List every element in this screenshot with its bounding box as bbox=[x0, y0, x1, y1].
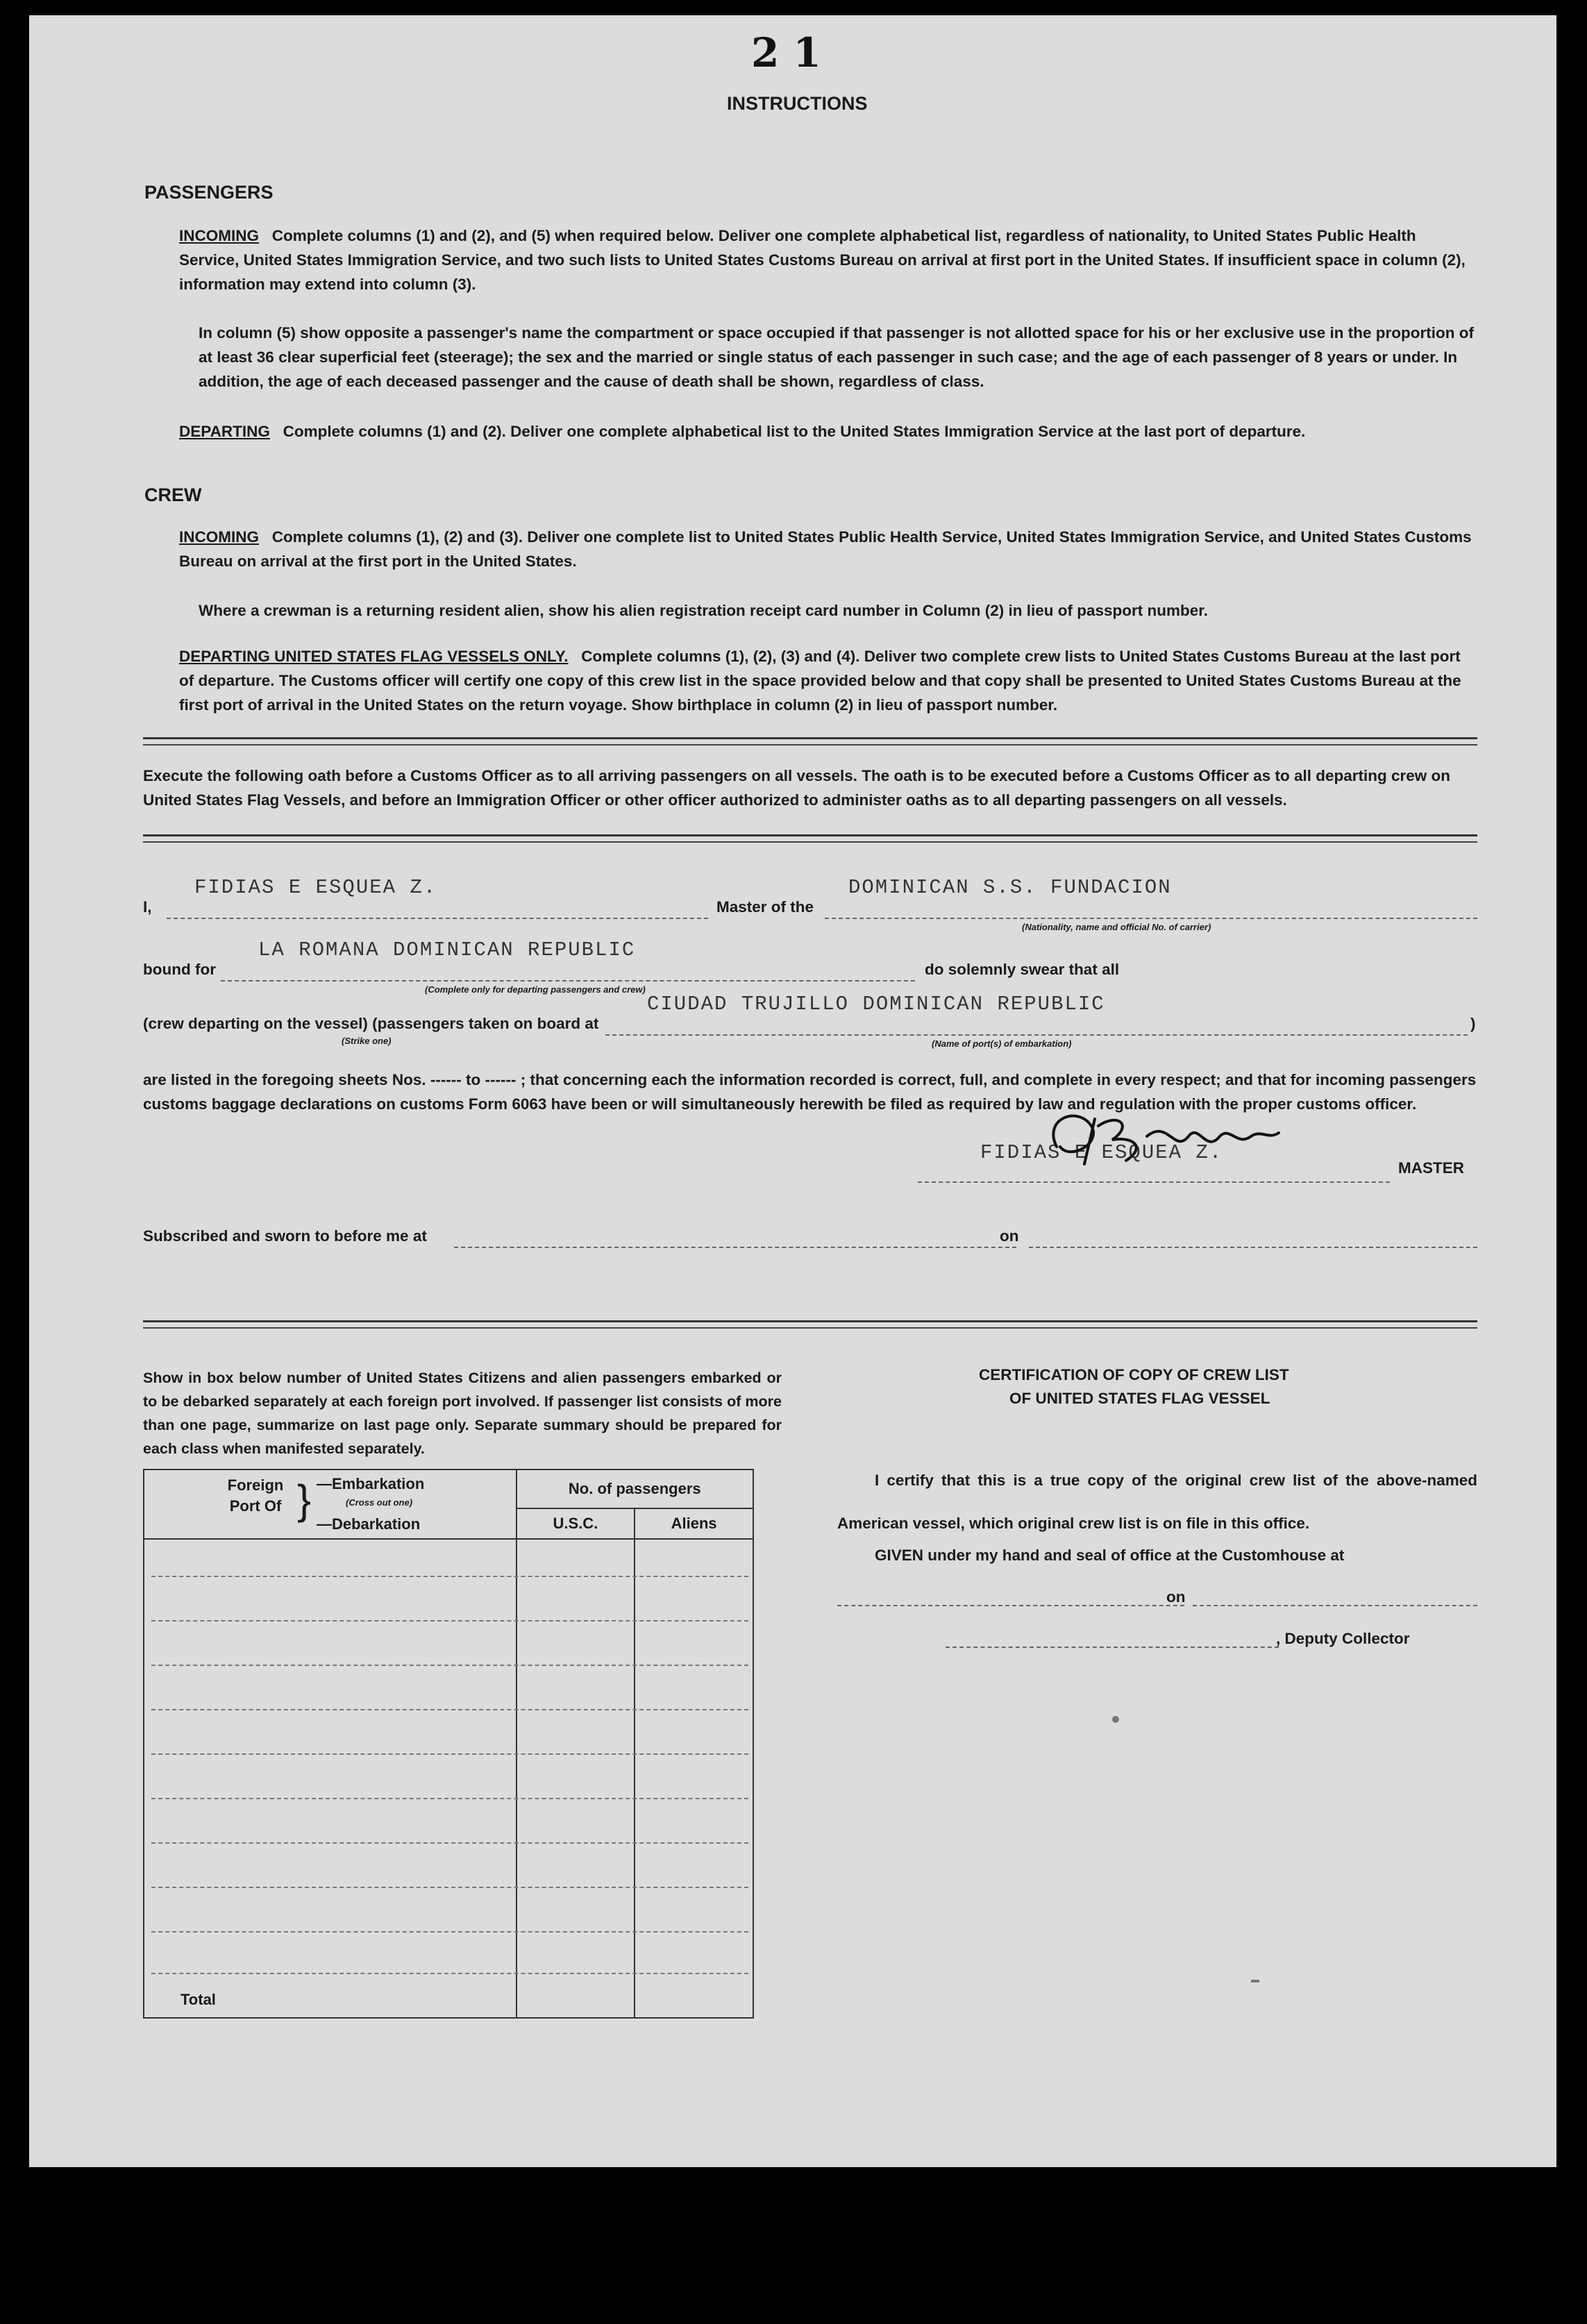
vessel-field[interactable]: DOMINICAN S.S. FUNDACION bbox=[848, 876, 1172, 899]
summary-row-line bbox=[151, 1665, 748, 1666]
bleed-through-mark bbox=[1251, 1980, 1259, 1982]
crew-incoming-label: INCOMING bbox=[179, 528, 259, 546]
certification-on-label: on bbox=[1166, 1588, 1186, 1606]
page-title: INSTRUCTIONS bbox=[727, 93, 868, 114]
aliens-column[interactable] bbox=[635, 1539, 753, 2018]
crew-departing-paragraph bbox=[179, 644, 1477, 717]
aliens-header: Aliens bbox=[635, 1508, 753, 1539]
crew-departing-text: Complete columns (1), (2), (3) and (4). Deliver two complete crew lists to United States Customs Bureau at the last port of departure. The Customs officer will certify one copy of this crew list in the space provided below and that copy shall be presented to United States Customs Bureau at the first port of arrival in the United States on the return voyage. Show birthplace in column (2) in lieu of passport number. bbox=[179, 648, 1461, 714]
summary-row-line bbox=[151, 1931, 748, 1933]
master-name-line bbox=[167, 918, 708, 919]
passengers-departing-label: DEPARTING bbox=[179, 423, 270, 440]
bound-for-field[interactable]: LA ROMANA DOMINICAN REPUBLIC bbox=[258, 938, 636, 961]
master-of-label: Master of the bbox=[716, 898, 814, 916]
master-label: MASTER bbox=[1398, 1159, 1464, 1177]
divider-1 bbox=[143, 737, 1477, 739]
foreign-port-of-label: Foreign Port Of bbox=[227, 1476, 284, 1515]
subscribed-on-line bbox=[1029, 1247, 1477, 1248]
summary-row-line bbox=[151, 1753, 748, 1755]
oath-instruction: Execute the following oath before a Customs Officer as to all arriving passengers on all vessels. The oath is to be executed before a Customs Officer as to all departing crew on United States Flag Vessels, and before an Immigration Officer or other officer authorized to administer oaths as to all departing passengers on all vessels. bbox=[143, 767, 1450, 809]
crew-departing-label: (crew departing on the vessel) (passengers taken on board at bbox=[143, 1015, 599, 1032]
vessel-line bbox=[825, 918, 1477, 919]
divider-2 bbox=[143, 834, 1477, 836]
certification-date-line bbox=[1193, 1605, 1477, 1606]
passengers-incoming-text: Complete columns (1) and (2), and (5) when required below. Deliver one complete alphabetical list, regardless of nationality, to United States Public Health Service, United States Immigration Service, and two such lists to United States Customs Bureau on arrival at first port in the United States. If insufficient space in column (2), information may extend into column (3). bbox=[179, 227, 1466, 293]
swear-text: do solemnly swear that all bbox=[925, 961, 1120, 978]
customhouse-line bbox=[837, 1605, 1184, 1606]
usc-column[interactable] bbox=[517, 1539, 635, 2018]
total-label: Total bbox=[144, 1539, 517, 2018]
summary-row-line bbox=[151, 1620, 748, 1622]
close-paren: ) bbox=[1470, 1015, 1476, 1032]
bleed-through-mark bbox=[1112, 1716, 1119, 1723]
divider-1b bbox=[143, 744, 1477, 746]
certification-title-1: CERTIFICATION OF COPY OF CREW LIST bbox=[979, 1366, 1289, 1383]
summary-row-line bbox=[151, 1973, 748, 1974]
crew-resident-text: Where a crewman is a returning resident alien, show his alien registration receipt card number in Column (2) in lieu of passport number. bbox=[199, 602, 1209, 619]
summary-row-line bbox=[151, 1798, 748, 1799]
subscribed-at-line bbox=[454, 1247, 1016, 1248]
embark-note: (Name of port(s) of embarkation) bbox=[932, 1038, 1072, 1049]
summary-row-line bbox=[151, 1842, 748, 1844]
passengers-departing-text: Complete columns (1) and (2). Deliver one complete alphabetical list to the United States Immigration Service at the last port of departure. bbox=[283, 423, 1306, 440]
bound-for-label: bound for bbox=[143, 961, 216, 978]
deputy-line bbox=[946, 1647, 1279, 1648]
crew-incoming-text: Complete columns (1), (2) and (3). Deliver one complete list to United States Public Health Service, United States Immigration Service, and United States Customs Bureau on arrival at the first port in the United States. bbox=[179, 528, 1472, 570]
crew-heading: CREW bbox=[144, 485, 202, 505]
signature-typed: FIDIAS E ESQUEA Z. bbox=[980, 1141, 1223, 1164]
signature-line bbox=[918, 1181, 1390, 1183]
passengers-departing-paragraph bbox=[179, 419, 1477, 444]
divider-2b bbox=[143, 841, 1477, 843]
page-number-handwritten: 2 1 bbox=[751, 29, 821, 76]
cross-out-note: (Cross out one) bbox=[346, 1497, 413, 1508]
subscribed-label: Subscribed and sworn to before me at bbox=[143, 1227, 427, 1245]
passengers-incoming-paragraph bbox=[179, 224, 1477, 296]
brace-symbol: } bbox=[297, 1476, 312, 1523]
subscribed-on-label: on bbox=[1000, 1227, 1019, 1245]
sheets-text: are listed in the foregoing sheets Nos. ------ to ------ ; that concerning each the information recorded is correct, full, and complete in every respect; and that for incoming passengers customs baggage declarations on customs Form 6063 have been or will simultaneously herewith be filed as required by law and regulation with the proper customs officer. bbox=[143, 1071, 1477, 1113]
passengers-incoming-label: INCOMING bbox=[179, 227, 259, 244]
strike-note: (Strike one) bbox=[342, 1036, 392, 1046]
summary-row-line bbox=[151, 1576, 748, 1577]
divider-3 bbox=[143, 1320, 1477, 1322]
certify-text: I certify that this is a true copy of the original crew list of the above-named American vessel, which original crew list is on file in this office. bbox=[837, 1472, 1477, 1532]
summary-row-line bbox=[151, 1709, 748, 1710]
crew-departing-label: DEPARTING UNITED STATES FLAG VESSELS ONLY. bbox=[179, 648, 569, 665]
embark-port-line bbox=[605, 1034, 1468, 1036]
passenger-summary-table bbox=[143, 1469, 754, 2019]
embark-port-field[interactable]: CIUDAD TRUJILLO DOMINICAN REPUBLIC bbox=[647, 993, 1105, 1016]
summary-instruction: Show in box below number of United States Citizens and alien passengers embarked or to be debarked separately at each foreign port involved. If passenger list consists of more than one page, summarize on last page only. Separate summary should be prepared for each class when manifested separately. bbox=[143, 1370, 782, 1457]
summary-row-line bbox=[151, 1887, 748, 1888]
document-page bbox=[29, 15, 1556, 2167]
embarkation-label: —Embarkation bbox=[317, 1475, 425, 1492]
bound-note: (Complete only for departing passengers and crew) bbox=[425, 984, 646, 995]
handwritten-signature bbox=[1029, 1098, 1307, 1174]
crew-incoming-paragraph bbox=[179, 525, 1477, 573]
divider-3b bbox=[143, 1327, 1477, 1329]
oath-i-label: I, bbox=[143, 898, 152, 916]
passengers-heading: PASSENGERS bbox=[144, 182, 274, 203]
given-text: GIVEN under my hand and seal of office at the Customhouse at bbox=[875, 1547, 1345, 1564]
no-of-passengers-header: No. of passengers bbox=[517, 1470, 753, 1508]
debarkation-label: —Debarkation bbox=[317, 1515, 421, 1533]
vessel-note: (Nationality, name and official No. of carrier) bbox=[1022, 922, 1211, 932]
certification-title-2: OF UNITED STATES FLAG VESSEL bbox=[1009, 1390, 1270, 1407]
deputy-label: , Deputy Collector bbox=[1276, 1630, 1410, 1647]
master-name-field[interactable]: FIDIAS E ESQUEA Z. bbox=[194, 876, 437, 899]
passengers-column5-text: In column (5) show opposite a passenger's name the compartment or space occupied if that passenger is not allotted space for his or her exclusive use in the proportion of at least 36 clear superficial feet (steerage); the sex and the married or single status of each passenger in such case; and the age of each passenger of 8 years or under. In addition, the age of each deceased passenger and the cause of death shall be shown, regardless of class. bbox=[199, 324, 1474, 390]
foreign-port-header bbox=[144, 1470, 517, 1539]
usc-header: U.S.C. bbox=[517, 1508, 635, 1539]
bound-for-line bbox=[221, 980, 915, 982]
